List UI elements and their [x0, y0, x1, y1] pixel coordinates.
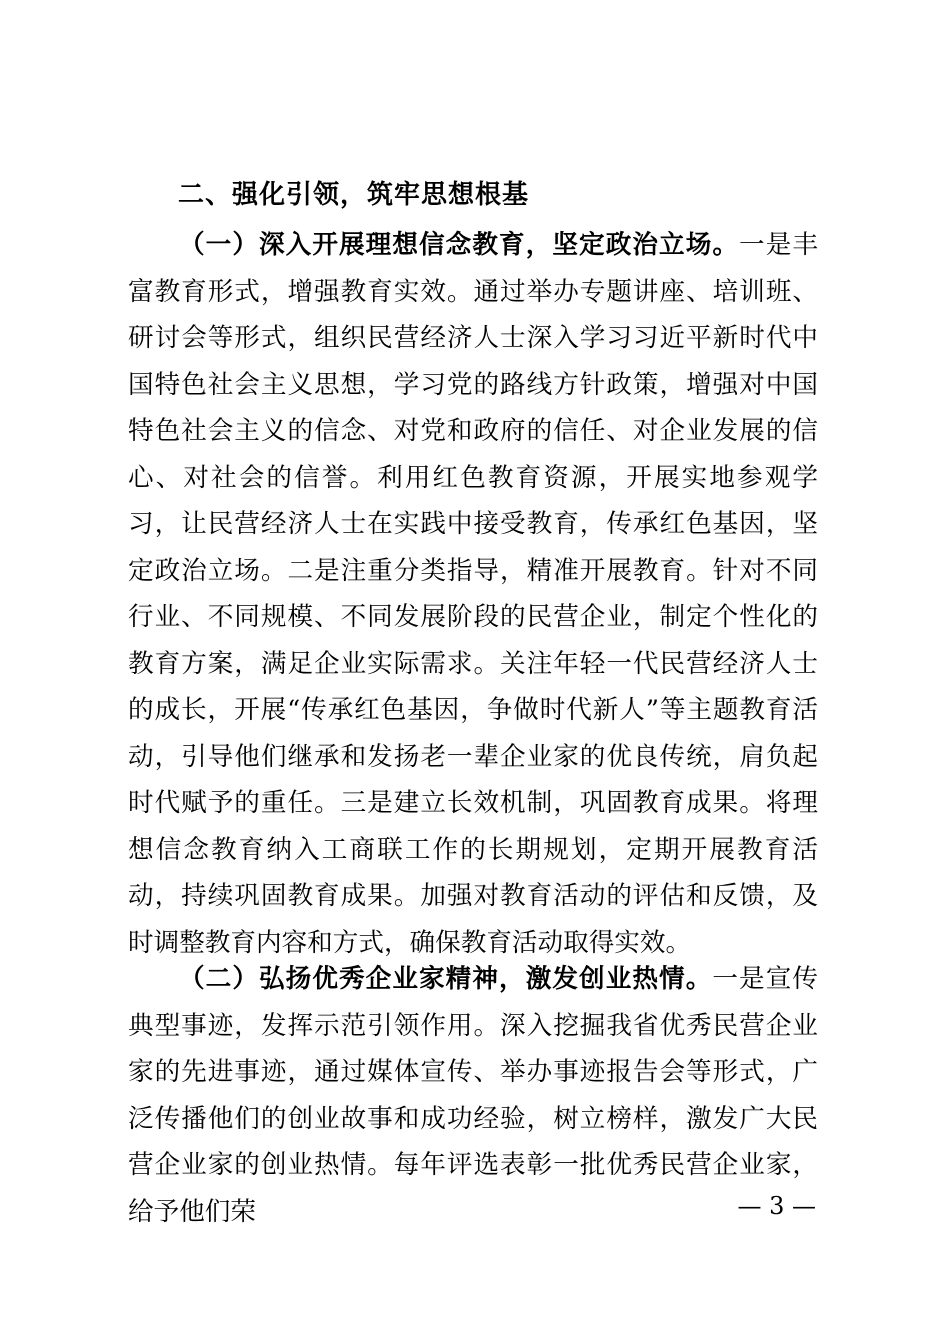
- paragraph-1: [128, 222, 818, 966]
- paragraph-1-text: 一是丰富教育形式，增强教育实效。通过举办专题讲座、培训班、研讨会等形式，组织民营经济人士深入学习习近平新时代中国特色社会主义思想，学习党的路线方针政策，增强对中国特色社会主义的信念、对党和政府的信任、对企业发展的信心、对社会的信誉。利用红色教育资源，开展实地参观学习，让民营经济人士在实践中接受教育，传承红色基因，坚定政治立场。二是注重分类指导，精准开展教育。针对不同行业、不同规模、不同发展阶段的民营企业，制定个性化的教育方案，满足企业实际需求。关注年轻一代民营经济人士的成长，开展“传承红色基因，争做时代新人”等主题教育活动，引导他们继承和发扬老一辈企业家的优良传统，肩负起时代赋予的重任。三是建立长效机制，巩固教育成果。将理想信念教育纳入工商联工作的长期规划，定期开展教育活动，持续巩固教育成果。加强对教育活动的评估和反馈，及时调整教育内容和方式，确保教育活动取得实效。: [128, 230, 818, 958]
- section-heading: 二、强化引领，筑牢思想根基: [178, 180, 530, 210]
- paragraph-1-subheading: （一）深入开展理想信念教育，坚定政治立场。: [179, 230, 740, 260]
- page-number: — 3 —: [737, 1192, 816, 1220]
- paragraph-2-subheading: （二）弘扬优秀企业家精神，激发创业热情。: [179, 964, 713, 994]
- paragraph-2: [128, 956, 818, 1235]
- paragraph-2-text: 一是宣传典型事迹，发挥示范引领作用。深入挖掘我省优秀民营企业家的先进事迹，通过媒体宣传、举办事迹报告会等形式，广泛传播他们的创业故事和成功经验，树立榜样，激发广大民营企业家的创业热情。每年评选表彰一批优秀民营企业家，给予他们荣: [128, 964, 818, 1227]
